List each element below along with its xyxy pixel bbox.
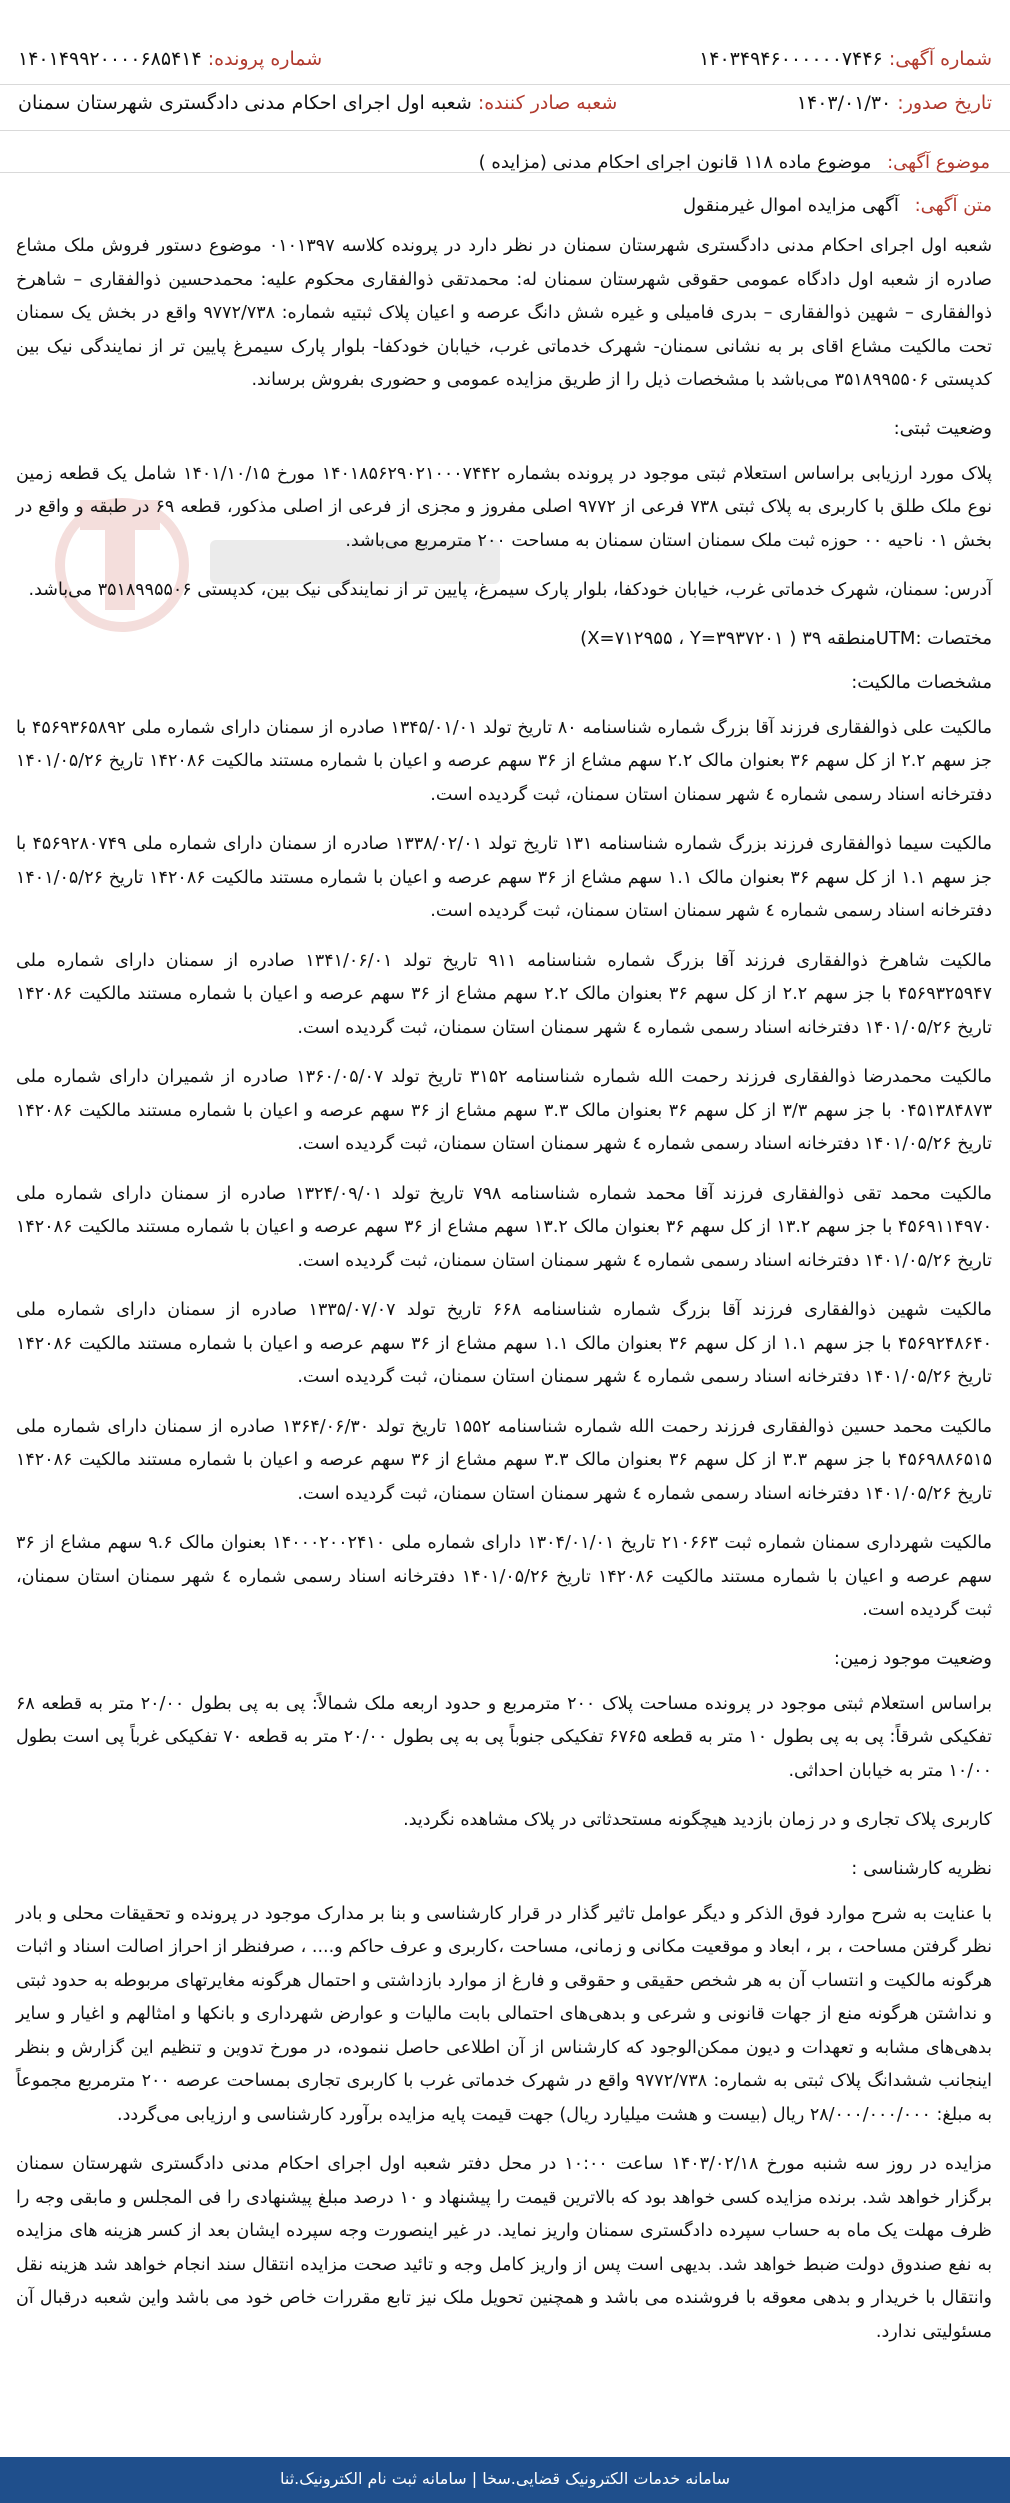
footer-links[interactable]: سامانه خدمات الکترونیک قضایی.سخا | سامانه ثبت نام الکترونیک.ثنا [280,2469,731,2488]
meta-divider [0,130,1010,131]
owner-paragraph: مالکیت محمد حسین ذوالفقاری فرزند رحمت الله شماره شناسنامه ۱۵۵۲ تاریخ تولد ۱۳۶۴/۰۶/۳۰ صادره از سمنان دارای شماره ملی ۴۵۶۹۸۸۶۵۱۵ با جز سهم ۳.۳ از کل سهم ۳۶ بعنوان مالک ۳.۳ سهم مشاع از ۳۶ سهم عرصه و اعیان با شماره مستند مالکیت ۱۴۲۰۸۶ تاریخ ۱۴۰۱/۰۵/۲۶ دفترخانه اسناد رسمی شماره ٤ شهر سمنان استان سمنان، ثبت گردیده است. [16,1416,992,1504]
case-number-field [18,48,322,70]
issue-date-value: ۱۴۰۳/۰۱/۳۰ [796,92,892,114]
issue-date-field [797,92,992,114]
footer-bar [0,2457,1010,2503]
owner-paragraph: مالکیت سیما ذوالفقاری فرزند بزرگ شماره شناسنامه ۱۳۱ تاریخ تولد ۱۳۳۸/۰۲/۰۱ صادره از سمنان دارای شماره ملی ۴۵۶۹۲۸۰۷۴۹ با جز سهم ۱.۱ از کل سهم ۳۶ بعنوان مالک ۱.۱ سهم مشاع از ۳۶ سهم عرصه و اعیان با شماره مستند مالکیت ۱۴۲۰۸۶ تاریخ ۱۴۰۱/۰۵/۲۶ دفترخانه اسناد رسمی شماره ٤ شهر سمنان استان سمنان، ثبت گردیده است. [16,834,992,921]
owner-paragraph: مالکیت شاهرخ ذوالفقاری فرزند آقا بزرگ شماره شناسنامه ۹۱۱ تاریخ تولد ۱۳۴۱/۰۶/۰۱ صادره از سمنان دارای شماره ملی ۴۵۶۹۳۲۵۹۴۷ با جز سهم ۲.۲ از کل سهم ۳۶ بعنوان مالک ۲.۲ سهم مشاع از ۳۶ سهم عرصه و اعیان با شماره مستند مالکیت ۱۴۲۰۸۶ تاریخ ۱۴۰۱/۰۵/۲۶ دفترخانه اسناد رسمی شماره ٤ شهر سمنان استان سمنان، ثبت گردیده است. [16,950,992,1038]
notice-title-line [16,195,992,216]
ownership-heading: مشخصات مالکیت: [851,671,992,693]
issuing-branch-value: شعبه اول اجرای احکام مدنی دادگستری شهرستان سمنان [18,92,472,114]
meta-row-issue [18,92,992,120]
auction-paragraph: مزایده در روز سه شنبه مورخ ۱۴۰۳/۰۲/۱۸ ساعت ۱۰:۰۰ در محل دفتر شعبه اول اجرای احکام مدنی دادگستری شهرستان سمنان برگزار خواهد شد. برنده مزایده کسی خواهد بود که بالاترین قیمت را پیشنهاد و ۱۰ درصد مبلغ پیشنهادی را فی المجلس و مابقی وجه را ظرف مهلت یک ماه به حساب سپرده دادگستری سمنان واریز نماید. در غیر اینصورت وجه سپرده ایشان بعد از کسر هزینه های مزایده به نفع صندوق دولت ضبط خواهد شد. بدیهی است پس از واریز کامل وجه و تائید صحت مزایده انتقال سند انجام خواهد شد هزینه نقل وانتقال با خریدار و بدهی معوقه با فروشنده می باشد و همچنین تحویل ملک نیز تابع مقررات خاص خود می باشد واین شعبه درقبال آن مسئولیتی ندارد. [16,2154,993,2342]
registry-paragraph: پلاک مورد ارزیابی براساس استعلام ثبتی موجود در پرونده بشماره ۱۴۰۱۸۵۶۲۹۰۲۱۰۰۰۷۴۴۲ مورخ ۱۴۰۱/۱۰/۱۵ شامل یک قطعه زمین نوع ملک طلق با کاربری به پلاک ثبتی ۷۳۸ فرعی از ۹۷۷۲ اصلی مفروز و مجزی از فرعی از اصلی مذکور، قطعه ۶۹ در طبقه و واقع در بخش ۰۱ ناحیه ۰۰ حوزه ثبت ملک سمنان استان سمنان به مساحت ۲۰۰ مترمربع می‌باشد. [16,463,992,551]
owner-paragraph: مالکیت شهرداری سمنان شماره ثبت ۲۱۰۶۶۳ تاریخ ۱۳۰۴/۰۱/۰۱ دارای شماره ملی ۱۴۰۰۰۲۰۰۲۴۱۰ بعنوان مالک ۹.۶ سهم مشاع از ۳۶ سهم عرصه و اعیان با شماره مستند مالکیت ۱۴۲۰۸۶ تاریخ ۱۴۰۱/۰۵/۲۶ دفترخانه اسناد رسمی شماره ٤ شهر سمنان استان سمنان، ثبت گردیده است. [16,1533,992,1620]
issue-date-label: تاریخ صدور: [897,92,992,114]
notice-body [16,195,992,2365]
address-paragraph: آدرس: سمنان، شهرک خدماتی غرب، خیابان خودکفا، بلوار پارک سیمرغ، پایین تر از نمایندگی نیک بین، کدپستی ۳۵۱۸۹۹۵۵۰۶ می‌باشد. [28,580,992,600]
land-paragraph: براساس استعلام ثبتی موجود در پرونده مساحت پلاک ۲۰۰ مترمربع و حدود اربعه ملک شمالاً: پی به پی بطول ۲۰/۰۰ متر به قطعه ۶۸ تفکیکی شرقاً: پی به پی بطول ۱۰ متر به قطعه ۶۷۶۵ تفکیکی جنوباً پی به پی بطول ۲۰/۰۰ متر به قطعه ۷۰ تفکیکی غرباً پی است بطول ۱۰/۰۰ متر به خیابان احداثی. [16,1693,992,1781]
ad-number-field [699,48,992,70]
ad-number-value: ۱۴۰۳۴۹۴۶۰۰۰۰۰۰۷۴۴۶ [699,48,883,70]
usage-paragraph: کاربری پلاک تجاری و در زمان بازدید هیچگونه مستحدثاتی در پلاک مشاهده نگردید. [403,1810,992,1830]
meta-divider [0,84,1010,85]
issuing-branch-field [18,92,617,114]
notice-subject [479,152,990,173]
expert-heading: نظریه کارشناسی : [851,1857,992,1879]
registry-heading: وضعیت ثبتی: [893,417,992,439]
utm-coordinates: مختصات :UTMمنطقه ۳۹ ( X=۷۱۲۹۵۵ ، Y=۳۹۳۷۲۰۱) [580,627,992,649]
notice-text-label: متن آگهی: [914,195,992,216]
owner-paragraph: مالکیت محمد تقی ذوالفقاری فرزند آقا محمد شماره شناسنامه ۷۹۸ تاریخ تولد ۱۳۲۴/۰۹/۰۱ صادره از سمنان دارای شماره ملی ۴۵۶۹۱۱۴۹۷۰ با جز سهم ۱۳.۲ از کل سهم ۳۶ بعنوان مالک ۱۳.۲ سهم مشاع از ۳۶ سهم عرصه و اعیان با شماره مستند مالکیت ۱۴۲۰۸۶ تاریخ ۱۴۰۱/۰۵/۲۶ دفترخانه اسناد رسمی شماره ٤ شهر سمنان استان سمنان، ثبت گردیده است. [16,1183,992,1271]
intro-paragraph: شعبه اول اجرای احکام مدنی دادگستری شهرستان سمنان در نظر دارد در پرونده کلاسه ۰۱۰۱۳۹۷ موضوع دستور فروش ملک مشاع صادره از شعبه اول دادگاه عمومی حقوقی شهرستان سمنان له: محمدتقی ذوالفقاری محکوم علیه: محمدحسین ذوالفقاری – شاهرخ ذوالفقاری – شهین ذوالفقاری – بدری فامیلی و غیره شش دانگ عرصه و اعیان پلاک ثبتیه شماره: ۹۷۷۲/۷۳۸ واقع در بخش یک سمنان تحت مالکیت مشاع اقای بر به نشانی سمنان- شهرک خدماتی غرب، خیابان خودکفا- بلوار پارک سیمرغ پایین تر از نمایندگی نیک بین کدپستی ۳۵۱۸۹۹۵۵۰۶ می‌باشد با مشخصات ذیل را از طریق مزایده عمومی و حضوری بفروش برساند. [16,236,992,390]
land-heading: وضعیت موجود زمین: [833,1647,992,1669]
notice-meta [0,44,1010,164]
issuing-branch-label: شعبه صادر کننده: [477,92,618,114]
owner-paragraph: مالکیت شهین ذوالفقاری فرزند آقا بزرگ شماره شناسنامه ۶۶۸ تاریخ تولد ۱۳۳۵/۰۷/۰۷ صادره از سمنان دارای شماره ملی ۴۵۶۹۲۴۸۶۴۰ با جز سهم ۱.۱ از کل سهم ۳۶ بعنوان مالک ۱.۱ سهم مشاع از ۳۶ سهم عرصه و اعیان با شماره مستند مالکیت ۱۴۲۰۸۶ تاریخ ۱۴۰۱/۰۵/۲۶ دفترخانه اسناد رسمی شماره ٤ شهر سمنان استان سمنان، ثبت گردیده است. [16,1300,992,1387]
case-number-value: ۱۴۰۱۴۹۹۲۰۰۰۰۶۸۵۴۱۴ [18,48,202,70]
case-number-label: شماره پرونده: [207,48,323,70]
notice-title: آگهی مزایده اموال غیرمنقول [682,195,899,216]
expert-paragraph: با عنایت به شرح موارد فوق الذکر و دیگر عوامل تاثیر گذار در قرار کارشناسی و بنا بر مدارک موجود در پرونده و تحقیقات محلی و بادر نظر گرفتن مساحت ، بر ، ابعاد و موقعیت مکانی و زمانی، مساحت ،کاربری و عرف حاکم و.... ، صرفنظر از احراز اصالت اسناد و اثبات هرگونه مالکیت و انتساب آن به هر شخص حقیقی و حقوقی و فارغ از موارد بازداشتی و احتمال هرگونه مغایرتهای مربوطه به حدود ثبتی و نداشتن هرگونه منع از جهات قانونی و شرعی و بدهی‌های احتمالی بابت مالیات و عوارض شهرداری و بانکها و امثالهم و اغیار و سایر بدهی‌های مشابه و تعهدات و دیون ممکن‌الوجود که کارشناس از آن اطلاعی حاصل ننموده، در مورخ تدوین و تنظیم این گزارش و بنظر اینجانب ششدانگ پلاک ثبتی به شماره: ۹۷۷۲/۷۳۸ واقع در شهرک خدماتی غرب با کاربری تجاری بمساحت عرصه ۲۰۰ مترمربع مجموعاً به مبلغ: ۲۸/۰۰۰/۰۰۰/۰۰۰ ریال (بیست و هشت میلیارد ریال) جهت قیمت پایه مزایده برآورد کارشناسی و ارزیابی می‌گردد. [16,1903,992,2125]
ad-number-label: شماره آگهی: [888,48,992,70]
subject-value: موضوع ماده ۱۱۸ قانون اجرای احکام مدنی (مزایده ) [478,152,872,173]
owner-paragraph: مالکیت علی ذوالفقاری فرزند آقا بزرگ شماره شناسنامه ۸۰ تاریخ تولد ۱۳۴۵/۰۱/۰۱ صادره از سمنان دارای شماره ملی ۴۵۶۹۳۶۵۸۹۲ با جز سهم ۲.۲ از کل سهم ۳۶ بعنوان مالک ۲.۲ سهم مشاع از ۳۶ سهم عرصه و اعیان با شماره مستند مالکیت ۱۴۲۰۸۶ تاریخ ۱۴۰۱/۰۵/۲۶ دفترخانه اسناد رسمی شماره ٤ شهر سمنان استان سمنان، ثبت گردیده است. [16,717,992,805]
subject-label: موضوع آگهی: [887,152,990,173]
owner-paragraph: مالکیت محمدرضا ذوالفقاری فرزند رحمت الله شماره شناسنامه ۳۱۵۲ تاریخ تولد ۱۳۶۰/۰۵/۰۷ صادره از شمیران دارای شماره ملی ۰۴۵۱۳۸۴۸۷۳ با جز سهم ۳/۳ از کل سهم ۳۶ بعنوان مالک ۳.۳ سهم مشاع از ۳۶ سهم عرصه و اعیان با شماره مستند مالکیت ۱۴۲۰۸۶ تاریخ ۱۴۰۱/۰۵/۲۶ دفترخانه اسناد رسمی شماره ٤ شهر سمنان استان سمنان، ثبت گردیده است. [16,1067,992,1154]
meta-row-numbers [18,48,992,76]
